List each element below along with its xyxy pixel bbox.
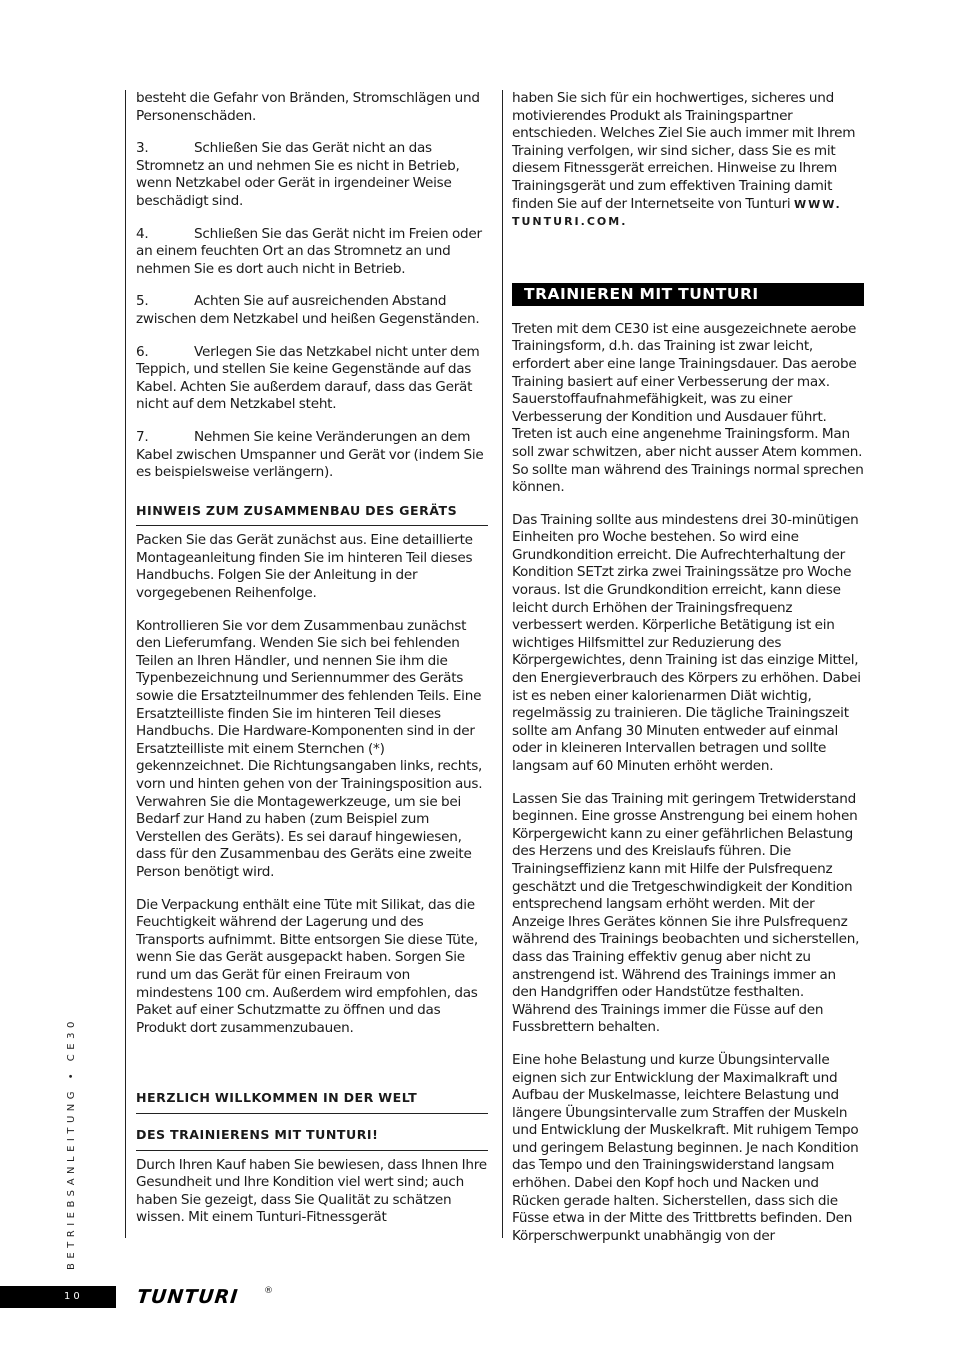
list-item	[136, 429, 488, 482]
list-number: 4.	[136, 225, 149, 242]
training-paragraph-4: Eine hohe Belastung und kurze Übungsintervalle eignen sich zur Entwicklung der Maximalkraft und Aufbau der Muskelmasse, leichtere Belastung und längere Übungsintervalle zum Straffen der Muskeln und Entwicklung der Muskelkraft. Mit ruhigem Tempo und geringem Belastung beginnen. Je nach Kondition das Tempo und den Trainingswiderstand langsam erhöhen. Dabei den Kopf hoch und Nacken und Rücken gerade halten. Sicherstellen, dass sich die Füsse etwa in der Mitte des Trittbretts befinden. Den Körperschwerpunkt unabhängig von der	[512, 1051, 859, 1244]
training-paragraph-3: Lassen Sie das Training mit geringem Tretwiderstand beginnen. Eine grosse Anstrengung bei einem hohen Körpergewicht kann zu einer gefährlichen Belastung des Herzens und des Kreislaufs führen. Die Trainingseffizienz kann mit Hilfe der Pulsfrequenz geschätzt und die Tretgeschwindigkeit der Kondition entsprechend langsam erhöht werden. Mit der Anzeige Ihres Gerätes können Sie ihre Pulsfrequenz während des Trainings beobachten und sicherstellen, dass das Training effektiv genug aber nicht zu anstrengend ist. Während des Trainings immer an den Handgriffen oder Handstütze festhalten. Während des Trainings immer die Füsse auf den Fussbrettern behalten.	[512, 790, 860, 1036]
assembly-heading: HINWEIS ZUM ZUSAMMENBAU DES GERÄTS	[136, 502, 488, 527]
welcome-continued-paragraph	[512, 90, 864, 231]
center-column-rule	[502, 90, 503, 1238]
assembly-paragraph-2: Kontrollieren Sie vor dem Zusammenbau zunächst den Lieferumfang. Wenden Sie sich bei fehlenden Teilen an Ihren Händler, und nennen Sie ihm die Typenbezeichnung und Seriennummer des Geräts sowie die Ersatzteilnummer des fehlenden Teils. Eine Ersatzteilliste finden Sie im hinteren Teil dieses Handbuchs. Die Hardware-Komponenten sind in der Ersatzteilliste mit einem Sternchen (*) gekennzeichnet. Die Richtungsangaben links, rechts, vorn und hinten gehen von der Trainingsposition aus. Verwahren Sie die Montagewerkzeuge, um sie bei Bedarf zur Hand zu haben (zum Beispiel zum Verstellen des Geräts). Es sei darauf hingewiesen, dass für den Zusammenbau des Geräts eine zweite Person benötigt wird.	[136, 617, 483, 880]
welcome-paragraph: Durch Ihren Kauf haben Sie bewiesen, dass Ihnen Ihre Gesundheit und Ihre Kondition viel wert sind; auch haben Sie gezeigt, dass Sie Qualität zu schätzen wissen. Mit einem Tunturi-Fitnessgerät	[136, 1156, 487, 1226]
page-number-box	[0, 1286, 116, 1308]
intro-paragraph: besteht die Gefahr von Bränden, Stromschlägen und Personenschäden.	[136, 90, 480, 124]
list-number: 7.	[136, 428, 149, 445]
welcome-heading-line-2: DES TRAINIERENS MIT TUNTURI!	[136, 1126, 488, 1151]
assembly-paragraph-3: Die Verpackung enthält eine Tüte mit Silikat, das die Feuchtigkeit während der Lagerung und des Transports aufnimmt. Bitte entsorgen Sie diese Tüte, wenn Sie das Gerät ausgepackt haben. Sorgen Sie rund um das Gerät für einen Freiraum von mindestens 100 cm. Außerdem wird empfohlen, das Paket auf einer Schutzmatte zu öffnen und das Produkt dort zusammenzubauen.	[136, 896, 478, 1036]
list-text: Verlegen Sie das Netzkabel nicht unter dem Teppich, und stellen Sie keine Gegenstände auf das Kabel. Achten Sie außerdem darauf, dass das Gerät nicht auf dem Netzkabel steht.	[136, 343, 480, 413]
list-item	[136, 293, 488, 328]
list-text: Nehmen Sie keine Veränderungen an dem Kabel zwischen Umspanner und Gerät vor (indem Sie es beispielsweise verlängern).	[136, 428, 484, 481]
tunturi-logo: TUNTURI	[135, 1286, 240, 1308]
training-heading: TRAINIEREN MIT TUNTURI	[512, 283, 864, 306]
list-number: 5.	[136, 293, 149, 310]
list-text: Schließen Sie das Gerät nicht an das Stromnetz an und nehmen Sie es nicht in Betrieb, wenn Netzkabel oder Gerät in irgendeiner Weise beschädigt sind.	[136, 140, 460, 209]
list-text: Achten Sie auf ausreichenden Abstand zwischen dem Netzkabel und heißen Gegenständen.	[136, 293, 480, 327]
left-column-rule	[125, 90, 126, 1238]
list-item	[136, 344, 488, 414]
training-paragraph-1: Treten mit dem CE30 ist eine ausgezeichnete aerobe Trainingsform, d.h. das Training ist zwar leicht, erfordert aber eine lange Trainingsdauer. Das aerobe Training basiert auf einer Verbesserung der max. Sauerstoffaufnahmefähigkeit, was zu einer Verbesserung der Kondition und Ausdauer führt. Treten ist auch eine angenehme Trainingsform. Man soll zwar schwitzen, aber nicht ausser Atem kommen. So sollte man während des Trainings normal sprechen können.	[512, 320, 864, 496]
list-item	[136, 226, 488, 279]
welcome-continued-text: haben Sie sich für ein hochwertiges, sicheres und motivierendes Produkt als Trainingspartner entschieden. Welches Ziel Sie auch immer mit Ihrem Training verfolgen, wir sind sicher, dass Sie es mit diesem Fitnessgerät erreichen. Hinweise zu Ihrem Trainingsgerät und zum effektiven Training damit finden Sie auf der Internetseite von Tunturi	[512, 90, 856, 212]
welcome-heading-line-1: HERZLICH WILLKOMMEN IN DER WELT	[136, 1089, 488, 1114]
left-column	[136, 90, 488, 1242]
manual-side-label: BETRIEBSANLEITUNG • CE30	[66, 1017, 77, 1270]
assembly-paragraph-1: Packen Sie das Gerät zunächst aus. Eine detaillierte Montageanleitung finden Sie im hinteren Teil dieses Handbuchs. Folgen Sie der Anleitung in der vorgegebenen Reihenfolge.	[136, 532, 473, 602]
list-item	[136, 140, 488, 210]
list-number: 3.	[136, 140, 149, 157]
website-link[interactable]: WWW. TUNTURI.COM.	[512, 197, 842, 229]
right-column	[512, 90, 864, 1260]
list-number: 6.	[136, 343, 149, 360]
registered-mark: ®	[264, 1286, 273, 1296]
page-number: 10	[64, 1291, 83, 1302]
training-paragraph-2: Das Training sollte aus mindestens drei 30-minütigen Einheiten pro Woche bestehen. So wird eine Grundkondition erreicht. Die Aufrechterhaltung der Kondition SETzt zirka zwei Trainingssätze pro Woche voraus. Ist die Grundkondition erreicht, kann diese leicht durch Erhöhen der Trainingsfrequenz verbessert werden. Körperliche Betätigung ist ein wichtiges Hilfsmittel zur Reduzierung des Körpergewichtes, denn Training ist das einzige Mittel, den Energieverbrauch des Körpers zu erhöhen. Dabei ist es neben einer kalorienarmen Diät wichtig, regelmässig zu trainieren. Die tägliche Trainingszeit sollte am Anfang 30 Minuten entweder auf einmal oder in kleineren Intervallen betragen und sollte langsam auf 60 Minuten erhöht werden.	[512, 511, 861, 774]
list-text: Schließen Sie das Gerät nicht im Freien oder an einem feuchten Ort an das Stromnetz an und nehmen Sie es dort auch nicht in Betrieb.	[136, 225, 482, 277]
